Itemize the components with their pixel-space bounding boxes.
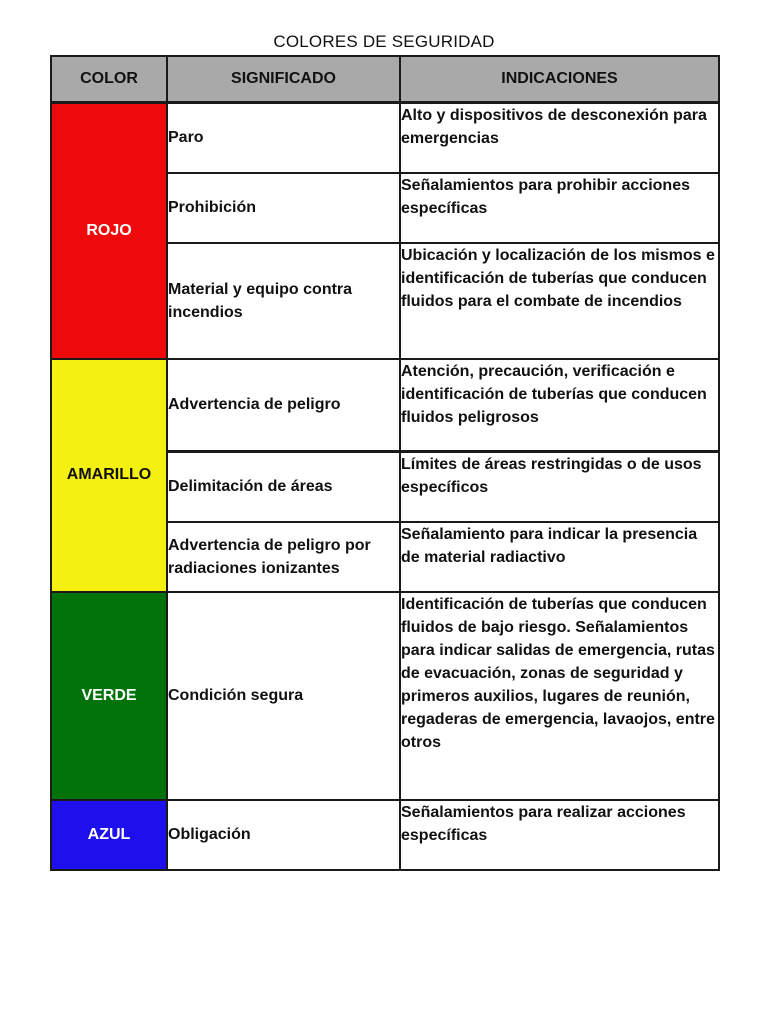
significado-cell: Advertencia de peligro xyxy=(167,359,400,452)
indicaciones-cell: Alto y dispositivos de desconexión para emergencias xyxy=(400,103,719,173)
color-cell-azul: AZUL xyxy=(51,800,167,870)
indicaciones-cell: Identificación de tuberías que conducen fluidos de bajo riesgo. Señalamientos para indicar salidas de emergencia, rutas de evacuación, zonas de seguridad y primeros auxilios, lugares de reunión, regaderas de emergencia, lavaojos, entre otros xyxy=(400,592,719,800)
header-indicaciones: INDICACIONES xyxy=(400,56,719,103)
indicaciones-cell: Señalamiento para indicar la presencia de material radiactivo xyxy=(400,522,719,592)
significado-cell: Condición segura xyxy=(167,592,400,800)
color-cell-rojo: ROJO xyxy=(51,103,167,359)
indicaciones-cell: Atención, precaución, verificación e identificación de tuberías que conducen fluidos peligrosos xyxy=(400,359,719,452)
color-cell-verde: VERDE xyxy=(51,592,167,800)
page-title: COLORES DE SEGURIDAD xyxy=(273,32,495,51)
significado-cell: Advertencia de peligro por radiaciones ionizantes xyxy=(167,522,400,592)
significado-cell: Prohibición xyxy=(167,173,400,243)
table-header-row xyxy=(51,56,719,103)
significado-cell: Material y equipo contra incendios xyxy=(167,243,400,359)
table-row xyxy=(51,359,719,452)
header-color: COLOR xyxy=(51,56,167,103)
significado-cell: Paro xyxy=(167,103,400,173)
indicaciones-cell: Ubicación y localización de los mismos e identificación de tuberías que conducen fluidos para el combate de incendios xyxy=(400,243,719,359)
header-significado: SIGNIFICADO xyxy=(167,56,400,103)
table-row xyxy=(51,800,719,870)
significado-cell: Delimitación de áreas xyxy=(167,452,400,522)
indicaciones-cell: Señalamientos para prohibir acciones específicas xyxy=(400,173,719,243)
significado-cell: Obligación xyxy=(167,800,400,870)
safety-colors-table xyxy=(50,55,720,871)
color-cell-amarillo: AMARILLO xyxy=(51,359,167,592)
indicaciones-cell: Límites de áreas restringidas o de usos específicos xyxy=(400,452,719,522)
table-row xyxy=(51,592,719,800)
indicaciones-cell: Señalamientos para realizar acciones específicas xyxy=(400,800,719,870)
table-row xyxy=(51,103,719,173)
